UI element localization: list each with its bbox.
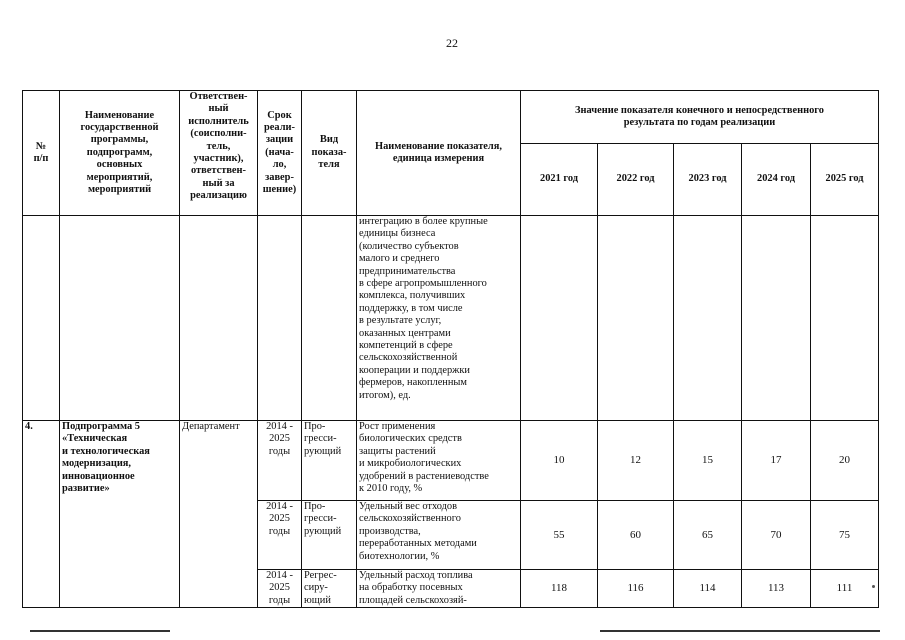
value-2025: 20 — [811, 421, 879, 501]
indicator-table — [22, 90, 879, 608]
row-number: 4. — [23, 421, 60, 608]
header-year-2023: 2023 год — [674, 144, 742, 216]
table-row — [23, 216, 879, 421]
header-program-name: Наименование государственной программы, подпрограмм, основных мероприятий, мероприятий — [60, 91, 180, 216]
responsible-cell: Департамент — [180, 421, 258, 608]
header-year-2021: 2021 год — [521, 144, 598, 216]
indicator-type-cell: Регрес- сиру- ющий — [302, 570, 357, 608]
value-2024: 70 — [742, 501, 811, 570]
value-2024: 113 — [742, 570, 811, 608]
scan-edge-mark — [600, 630, 880, 632]
header-term: Срок реали- зации (нача- ло, завер- шение) — [258, 91, 302, 216]
value-2024: 17 — [742, 421, 811, 501]
term-cell: 2014 - 2025 годы — [258, 421, 302, 501]
value-2023: 15 — [674, 421, 742, 501]
indicator-type-cell: Про- гресси- рующий — [302, 501, 357, 570]
header-number: № п/п — [23, 91, 60, 216]
term-cell: 2014 - 2025 годы — [258, 501, 302, 570]
value-2025: 75 — [811, 501, 879, 570]
header-values-group: Значение показателя конечного и непосредственного результата по годам реализации — [521, 91, 879, 144]
header-responsible: Ответствен- ный исполнитель (соисполни- тель, участник), ответствен- ный за реализацию — [180, 91, 258, 216]
value-2022: 60 — [598, 501, 674, 570]
header-indicator-type: Вид показа- теля — [302, 91, 357, 216]
header-year-2024: 2024 год — [742, 144, 811, 216]
value-2021: 118 — [521, 570, 598, 608]
value-2021: 55 — [521, 501, 598, 570]
value-2023: 114 — [674, 570, 742, 608]
indicator-cell: Удельный расход топлива на обработку посевных площадей сельскохозяй- — [357, 570, 521, 608]
indicator-cell: Рост применения биологических средств защиты растений и микробиологических удобрений в растениеводстве к 2010 году, % — [357, 421, 521, 501]
page-number: 22 — [446, 36, 458, 50]
table-row — [23, 421, 879, 501]
value-2022: 12 — [598, 421, 674, 501]
value-2023: 65 — [674, 501, 742, 570]
value-2022: 116 — [598, 570, 674, 608]
term-cell: 2014 - 2025 годы — [258, 570, 302, 608]
scan-edge-mark — [30, 630, 170, 632]
indicator-cell: интеграцию в более крупные единицы бизнеса (количество субъектов малого и среднего предпринимательства в сфере агропромышленного комплекса, получивших поддержку, в том числе в результате услуг, оказанных центрами компетенций в сфере сельскохозяйственной кооперации и поддержки фермеров, накопленным итогом), ед. — [357, 216, 521, 421]
value-2025: 111 — [811, 570, 879, 608]
indicator-type-cell: Про- гресси- рующий — [302, 421, 357, 501]
scan-speck — [872, 585, 875, 588]
indicator-cell: Удельный вес отходов сельскохозяйственного производства, переработанных методами биотехнологии, % — [357, 501, 521, 570]
header-indicator-name: Наименование показателя, единица измерения — [357, 91, 521, 216]
header-year-2022: 2022 год — [598, 144, 674, 216]
header-year-2025: 2025 год — [811, 144, 879, 216]
value-2021: 10 — [521, 421, 598, 501]
subprogram-name: Подпрограмма 5 «Техническая и технологическая модернизация, инновационное развитие» — [60, 421, 180, 608]
